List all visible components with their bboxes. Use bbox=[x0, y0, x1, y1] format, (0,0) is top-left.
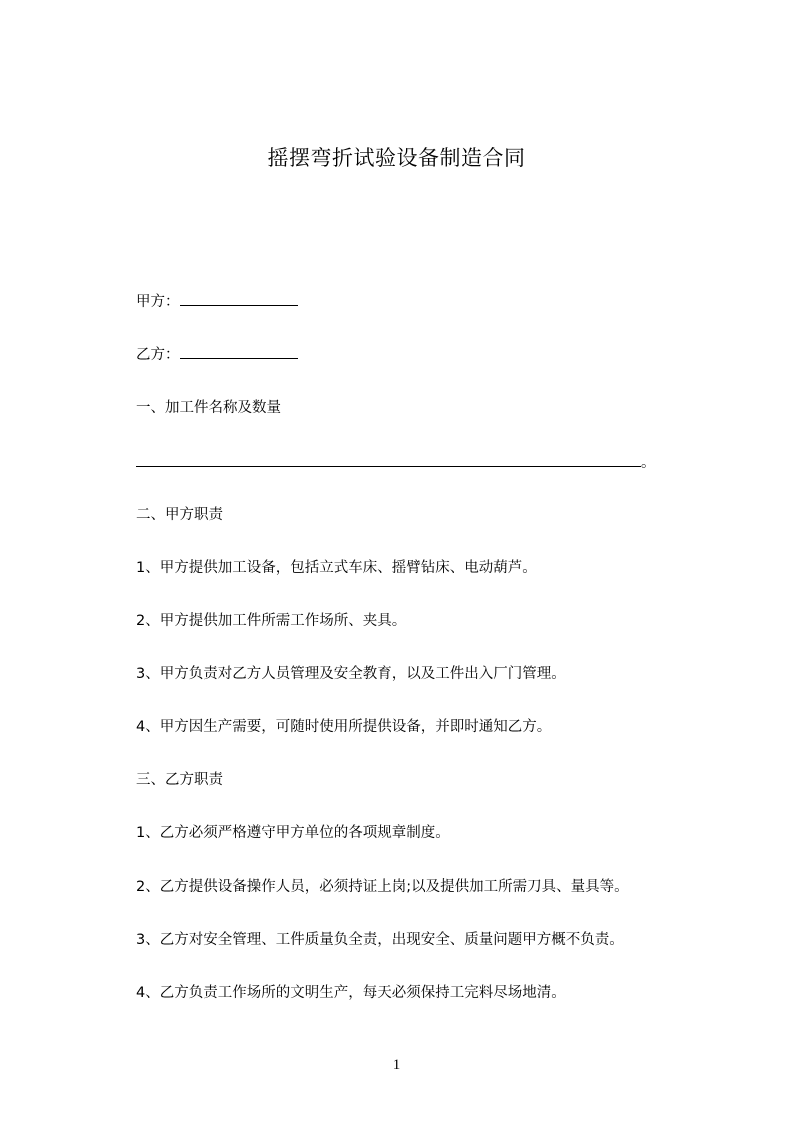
party-b-label: 乙方： bbox=[136, 347, 180, 363]
party-b-line bbox=[136, 344, 298, 365]
section2-heading: 二、甲方职责 bbox=[136, 507, 223, 523]
section1-blank bbox=[136, 452, 641, 467]
section3-item-1: 1、乙方必须严格遵守甲方单位的各项规章制度。 bbox=[136, 825, 450, 841]
section3-heading: 三、乙方职责 bbox=[136, 772, 223, 788]
section1-end-mark: 。 bbox=[641, 455, 656, 471]
section3-item-2: 2、乙方提供设备操作人员，必须持证上岗;以及提供加工所需刀具、量具等。 bbox=[136, 879, 629, 895]
page-number: 1 bbox=[392, 1057, 401, 1073]
party-a-blank bbox=[180, 291, 298, 306]
party-b-blank bbox=[180, 344, 298, 359]
section1-fill-line bbox=[136, 452, 656, 473]
section3-item-3: 3、乙方对安全管理、工件质量负全责，出现安全、质量问题甲方概不负责。 bbox=[136, 932, 624, 948]
section3-item-4: 4、乙方负责工作场所的文明生产，每天必须保持工完料尽场地清。 bbox=[136, 985, 566, 1001]
section2-item-2: 2、甲方提供加工件所需工作场所、夹具。 bbox=[136, 613, 407, 629]
section2-item-4: 4、甲方因生产需要，可随时使用所提供设备，并即时通知乙方。 bbox=[136, 719, 552, 735]
section2-item-3: 3、甲方负责对乙方人员管理及安全教育，以及工件出入厂门管理。 bbox=[136, 666, 566, 682]
section1-heading: 一、加工件名称及数量 bbox=[136, 400, 281, 416]
party-a-label: 甲方： bbox=[136, 294, 180, 310]
party-a-line bbox=[136, 291, 298, 312]
section2-item-1: 1、甲方提供加工设备，包括立式车床、摇臂钻床、电动葫芦。 bbox=[136, 560, 537, 576]
document-title: 摇摆弯折试验设备制造合同 bbox=[267, 146, 526, 170]
